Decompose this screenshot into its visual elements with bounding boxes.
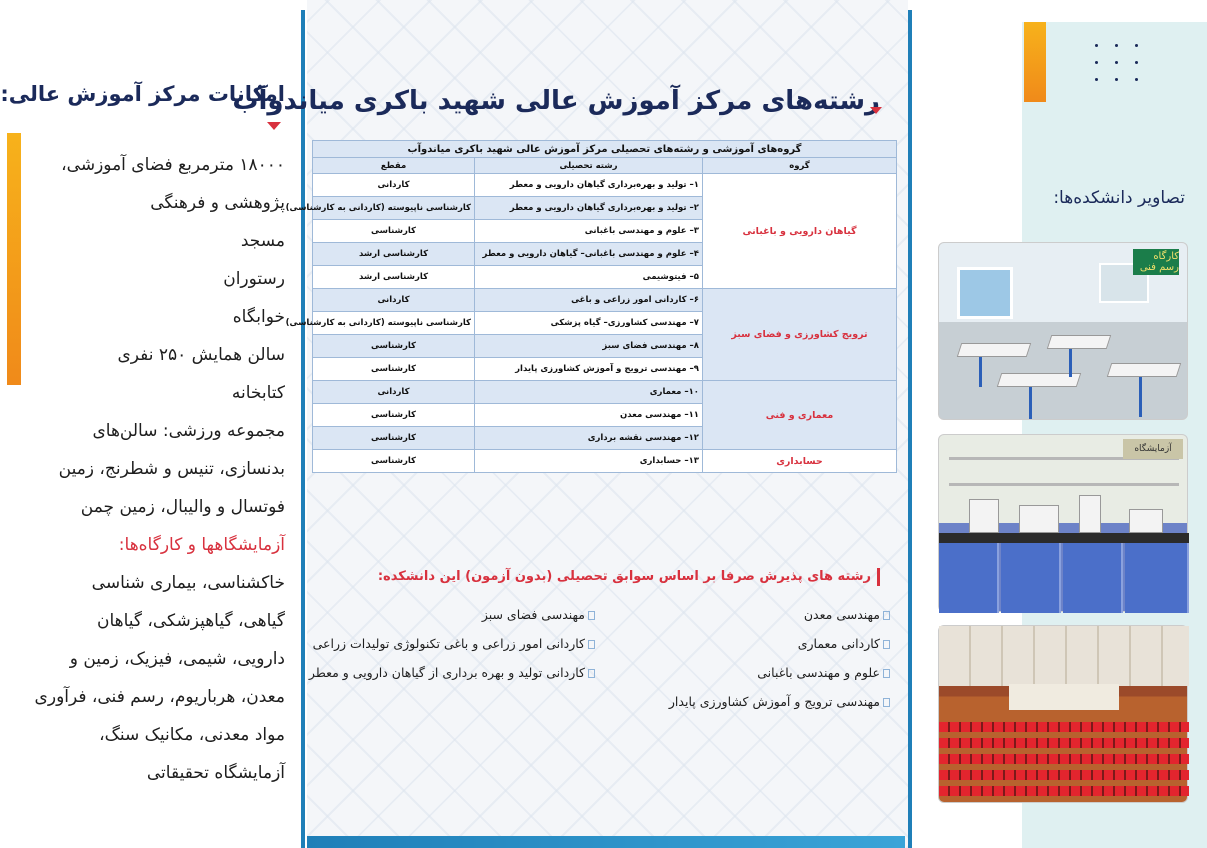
red-triangle-icon bbox=[870, 107, 882, 114]
red-triangle-icon bbox=[267, 122, 281, 130]
facility-item: مجموعه ورزشی: سالن‌های bbox=[92, 421, 285, 441]
no-exam-list-right bbox=[669, 600, 890, 716]
field-cell: ۱۲– مهندسی نقشه برداری bbox=[475, 427, 703, 450]
field-cell: ۱۰– معماری bbox=[475, 381, 703, 404]
divider-line bbox=[301, 10, 305, 848]
page-title: رشته‌های مرکز آموزش عالی شهید باکری میاندوآب bbox=[232, 86, 880, 116]
photos-panel bbox=[912, 0, 1207, 848]
level-cell: کارشناسی bbox=[313, 220, 475, 243]
facility-item: خوابگاه bbox=[232, 307, 285, 327]
facility-item: آزمایشگاه تحقیقاتی bbox=[146, 763, 285, 783]
no-exam-title: رشته های پذیرش صرفا بر اساس سوابق تحصیلی (بدون آزمون) این دانشکده: bbox=[378, 568, 880, 586]
level-cell: کارشناسی bbox=[313, 335, 475, 358]
facility-item: معدن، هرباریوم، رسم فنی، فرآوری bbox=[34, 687, 285, 707]
no-exam-item bbox=[309, 629, 595, 658]
header-field: رشته تحصیلی bbox=[475, 158, 703, 174]
facility-item: دارویی، شیمی، فیزیک، زمین و bbox=[69, 649, 285, 669]
table-row bbox=[313, 450, 897, 473]
checkbox-icon bbox=[588, 611, 595, 620]
facilities-panel bbox=[0, 0, 303, 848]
facilities-list bbox=[15, 146, 285, 792]
facility-item: سالن همایش ۲۵۰ نفری bbox=[117, 345, 285, 365]
level-cell: کارشناسی ناپیوسته (کاردانی به کارشناسی) bbox=[313, 197, 475, 220]
majors-table bbox=[285, 140, 897, 473]
header-group: گروه bbox=[703, 158, 897, 174]
no-exam-label: کاردانی تولید و بهره برداری از گیاهان دارویی و معطر bbox=[308, 665, 585, 680]
field-cell: ۴– علوم و مهندسی باغبانی– گیاهان دارویی و معطر bbox=[475, 243, 703, 266]
level-cell: کارشناسی ناپیوسته (کاردانی به کارشناسی) bbox=[313, 312, 475, 335]
checkbox-icon bbox=[588, 640, 595, 649]
field-cell: ۱۱– مهندسی معدن bbox=[475, 404, 703, 427]
drafting-workshop-photo bbox=[938, 242, 1188, 420]
facility-item: آزمایشگاهها و کارگاه‌ها: bbox=[118, 535, 285, 555]
level-cell: کاردانی bbox=[313, 289, 475, 312]
no-exam-item bbox=[669, 600, 890, 629]
field-cell: ۲– تولید و بهره‌برداری گیاهان دارویی و معطر bbox=[475, 197, 703, 220]
bottom-accent-bar bbox=[307, 836, 905, 848]
facility-item: پژوهشی و فرهنگی bbox=[150, 193, 285, 213]
conference-hall-photo bbox=[938, 625, 1188, 803]
facility-item: مواد معدنی، مکانیک سنگ، bbox=[99, 725, 285, 745]
level-cell: کارشناسی ارشد bbox=[313, 243, 475, 266]
facility-item: خاکشناسی، بیماری شناسی bbox=[91, 573, 285, 593]
checkbox-icon bbox=[588, 669, 595, 678]
facility-item: فوتسال و والیبال، زمین چمن bbox=[80, 497, 285, 517]
level-cell: کارشناسی bbox=[313, 358, 475, 381]
lab-sign: آزمایشگاه bbox=[1123, 439, 1183, 459]
field-cell: ۵– فیتوشیمی bbox=[475, 266, 703, 289]
facility-item: گیاهی، گیاهپزشکی، گیاهان bbox=[96, 611, 285, 631]
level-cell: کارشناسی bbox=[313, 427, 475, 450]
group-cell: معماری و فنی bbox=[703, 381, 897, 450]
dots-grid-icon bbox=[1092, 44, 1138, 81]
field-cell: ۹– مهندسی ترویج و آموزش کشاورزی پایدار bbox=[475, 358, 703, 381]
level-cell: کاردانی bbox=[313, 174, 475, 197]
no-exam-item bbox=[669, 658, 890, 687]
no-exam-label: کاردانی امور زراعی و باغی تکنولوژی تولیدات زراعی bbox=[312, 636, 585, 651]
no-exam-item bbox=[309, 658, 595, 687]
field-cell: ۱– تولید و بهره‌برداری گیاهان دارویی و معطر bbox=[475, 174, 703, 197]
no-exam-label: مهندسی فضای سبز bbox=[481, 607, 585, 622]
table-caption: گروه‌های آموزشی و رشته‌های تحصیلی مرکز آموزش عالی شهید باکری میاندوآب bbox=[312, 140, 897, 157]
checkbox-icon bbox=[883, 611, 890, 620]
table-row bbox=[313, 174, 897, 197]
photos-heading: تصاویر دانشکده‌ها: bbox=[1053, 188, 1185, 208]
checkbox-icon bbox=[883, 640, 890, 649]
facilities-heading: امکانات مرکز آموزش عالی: bbox=[0, 82, 285, 106]
level-cell: کارشناسی bbox=[313, 404, 475, 427]
table-row bbox=[313, 381, 897, 404]
level-cell: کارشناسی bbox=[313, 450, 475, 473]
facility-item: ۱۸۰۰۰ مترمربع فضای آموزشی، bbox=[61, 155, 285, 175]
no-exam-label: مهندسی معدن bbox=[803, 607, 880, 622]
orange-accent-block bbox=[1024, 22, 1046, 102]
no-exam-label: علوم و مهندسی باغبانی bbox=[757, 665, 880, 680]
no-exam-item bbox=[669, 629, 890, 658]
checkbox-icon bbox=[883, 669, 890, 678]
group-cell: ترویج کشاورزی و فضای سبز bbox=[703, 289, 897, 381]
field-cell: ۳– علوم و مهندسی باغبانی bbox=[475, 220, 703, 243]
no-exam-label: مهندسی ترویج و آموزش کشاورزی پایدار bbox=[668, 694, 880, 709]
field-cell: ۸– مهندسی فضای سبز bbox=[475, 335, 703, 358]
field-cell: ۱۳– حسابداری bbox=[475, 450, 703, 473]
header-level: مقطع bbox=[313, 158, 475, 174]
laboratory-photo bbox=[938, 434, 1188, 612]
field-cell: ۷– مهندسی کشاورزی– گیاه پزشکی bbox=[475, 312, 703, 335]
checkbox-icon bbox=[883, 698, 890, 707]
no-exam-item bbox=[309, 600, 595, 629]
facility-item: بدنسازی، تنیس و شطرنج، زمین bbox=[58, 459, 285, 479]
no-exam-item bbox=[669, 687, 890, 716]
facility-item: مسجد bbox=[240, 231, 285, 251]
level-cell: کارشناسی ارشد bbox=[313, 266, 475, 289]
group-cell: حسابداری bbox=[703, 450, 897, 473]
group-cell: گیاهان دارویی و باغبانی bbox=[703, 174, 897, 289]
facility-item: رستوران bbox=[223, 269, 285, 289]
table-row bbox=[313, 289, 897, 312]
no-exam-label: کاردانی معماری bbox=[797, 636, 880, 651]
field-cell: ۶– کاردانی امور زراعی و باغی bbox=[475, 289, 703, 312]
workshop-sign: کارگاه رسم فنی bbox=[1133, 249, 1179, 275]
level-cell: کاردانی bbox=[313, 381, 475, 404]
facility-item: کتابخانه bbox=[231, 383, 285, 403]
no-exam-list-left bbox=[309, 600, 595, 687]
